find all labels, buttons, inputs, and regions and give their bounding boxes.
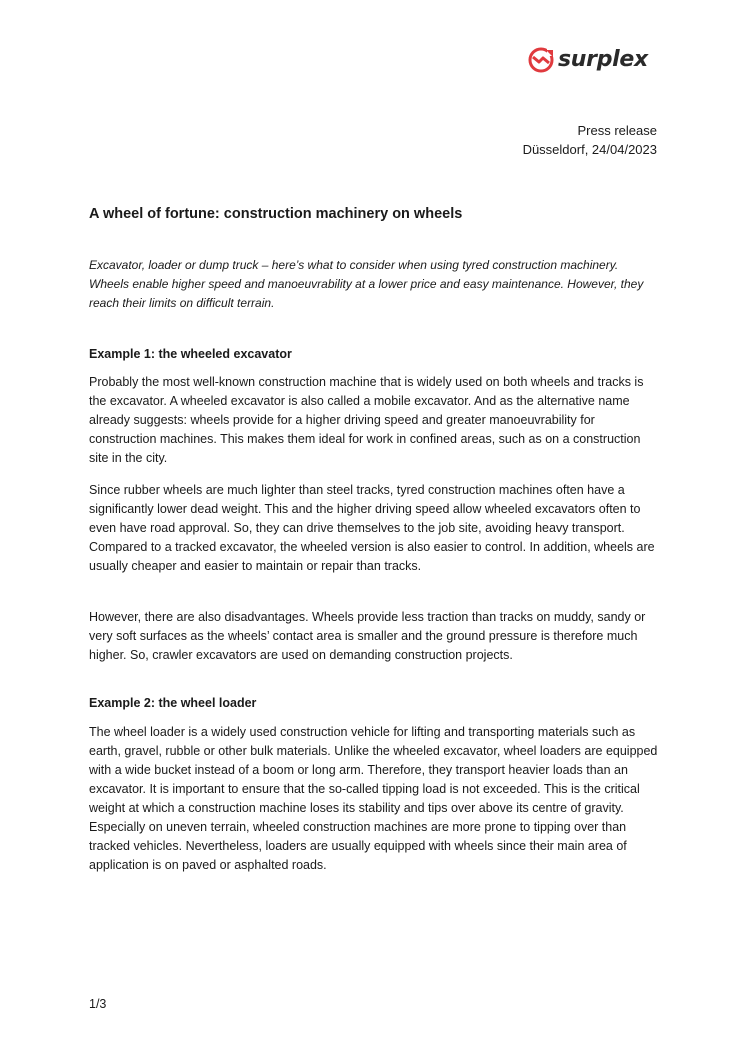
section-heading-excavator: Example 1: the wheeled excavator [89, 347, 292, 361]
location-date: Düsseldorf, 24/04/2023 [522, 142, 657, 157]
body-paragraph: Since rubber wheels are much lighter than steel tracks, tyred construction machines often have a significantly lower dead weight. This and the higher driving speed allow wheeled excavators often to even have road approval. So, they can drive themselves to the job site, avoiding heavy transport. Compared to a tracked excavator, the wheeled version is also easier to control. In addition, wheels are usually cheaper and easier to maintain or repair than tracks. [89, 483, 655, 573]
body-paragraph: Probably the most well-known construction machine that is widely used on both wheels and tracks is the excavator. A wheeled excavator is also called a mobile excavator. And as the alternative name already suggests: wheels provide for a higher driving speed and greater manoeuvrability for construction machines. This makes them ideal for work in confined areas, such as on a construction site in the city. [89, 375, 644, 465]
section-heading-wheel-loader: Example 2: the wheel loader [89, 696, 257, 710]
document-type: Press release [577, 123, 657, 138]
brand-name: surplex [558, 47, 648, 72]
brand-logo [527, 45, 648, 75]
body-paragraph: However, there are also disadvantages. Wheels provide less traction than tracks on muddy, sandy or very soft surfaces as the wheels’ contact area is smaller and the ground pressure is therefore much higher. So, crawler excavators are used on demanding construction projects. [89, 610, 646, 662]
surplex-logo-icon [527, 46, 555, 74]
lead-paragraph: Excavator, loader or dump truck – here’s what to consider when using tyred construction machinery. Wheels enable higher speed and manoeuvrability at a lower price and easy maintenance. However, they reach their limits on difficult terrain. [89, 258, 644, 310]
body-paragraph: The wheel loader is a widely used construction vehicle for lifting and transporting materials such as earth, gravel, rubble or other bulk materials. Unlike the wheeled excavator, wheel loaders are equipped with a wide bucket instead of a boom or long arm. Therefore, they transport heavier loads than an excavator. It is important to ensure that the so-called tipping load is not exceeded. This is the critical weight at which a construction machine loses its stability and tips over above its centre of gravity. Especially on uneven terrain, wheeled construction machines are more prone to tipping over than tracked vehicles. Nevertheless, loaders are usually equipped with wheels since their main area of application is on paved or asphalted roads. [89, 725, 658, 872]
page-number: 1/3 [89, 997, 107, 1011]
document-meta [523, 121, 657, 159]
page-title: A wheel of fortune: construction machinery on wheels [89, 206, 463, 222]
